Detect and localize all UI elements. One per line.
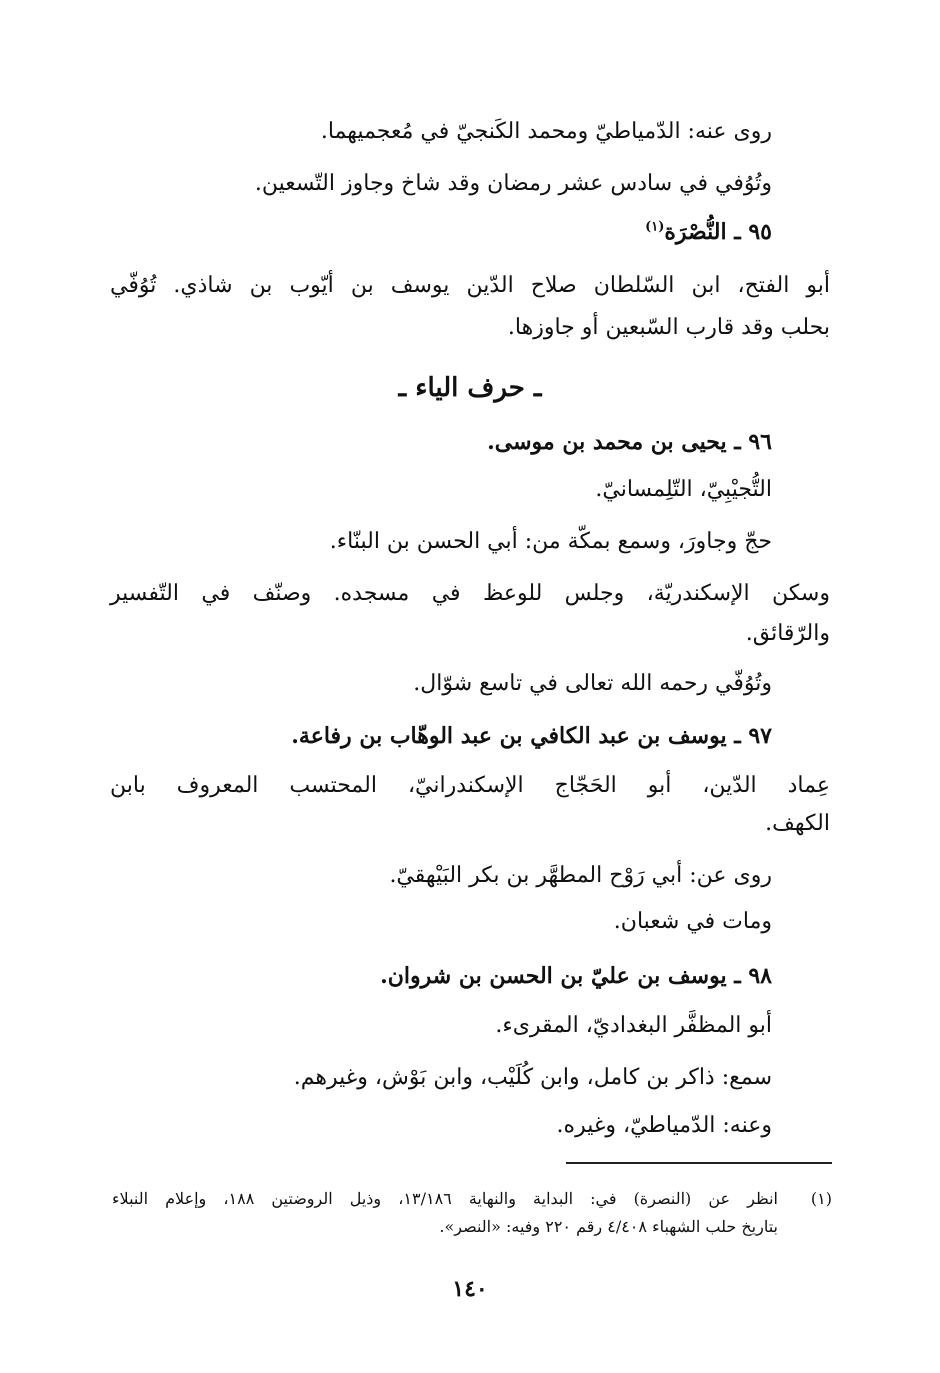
entry-heading-98: ٩٨ ـ يوسف بن عليّ بن الحسن بن شروان. [380,963,772,989]
entry-heading-96: ٩٦ ـ يحيى بن محمد بن موسى. [487,429,772,455]
section-heading: ـ حرف الياء ـ [398,373,542,403]
text-line: أبو المظفَّر البغداديّ، المقرىء. [495,1013,772,1038]
page-number: ١٤٠ [452,1276,488,1302]
footnote-line [112,1186,832,1212]
footnote-number: (١) [810,1189,832,1208]
text-line: الكهف. [765,811,830,836]
footnote-text: بتاريخ حلب الشهباء ٤/٤٠٨ رقم ٢٢٠ وفيه: «النصر». [439,1217,778,1236]
text-line: وتُوُفي في سادس عشر رمضان وقد شاخ وجاوز التّسعين. [254,171,772,196]
text-line: روى عنه: الدّمياطيّ ومحمد الكَنجيّ في مُعجميهما. [320,119,772,144]
text-line: التُّجيْبِيّ، التّلِمسانيّ. [595,477,772,502]
text-line: ومات في شعبان. [613,909,772,934]
footnote-line [112,1214,832,1240]
text-line: وسكن الإسكندريّة، وجلس للوعظ في مسجده. وصنّف في التّفسير [110,581,830,606]
text-line: حجّ وجاورَ، وسمع بمكّة من: أبي الحسن بن البنّاء. [329,529,772,554]
text-line: سمع: ذاكر بن كامل، وابن كُلَيْب، وابن بَوْش، وغيرهم. [293,1065,772,1090]
text-line: والرّقائق. [745,621,830,646]
footnote-ref: (١) [645,219,665,235]
text-line: أبو الفتح، ابن السّلطان صلاح الدّين يوسف بن أيّوب بن شاذي. تُوُفّي [110,273,830,298]
entry-heading-text: ٩٥ ـ النُّصْرَة [664,219,772,245]
text-line: روى عن: أبي رَوْح المطهَّر بن بكر البَيْهقيّ. [389,863,772,888]
entry-heading-95 [152,212,772,252]
footnote-text: انظر عن (النصرة) في: البداية والنهاية ١٣/١٨٦، وذيل الروضتين ١٨٨، وإعلام النبلاء [112,1189,778,1208]
entry-heading-97: ٩٧ ـ يوسف بن عبد الكافي بن عبد الوهّاب بن رفاعة. [291,723,772,749]
footnote-divider [566,1162,832,1164]
text-line: عِماد الدّين، أبو الحَجّاج الإسكندرانيّ، المحتسب المعروف بابن [110,773,830,798]
text-line: وعنه: الدّمياطيّ، وغيره. [556,1113,772,1138]
text-line: وتُوُفّي رحمه الله تعالى في تاسع شوّال. [413,671,772,696]
text-line: بحلب وقد قارب السّبعين أو جاوزها. [507,315,830,340]
